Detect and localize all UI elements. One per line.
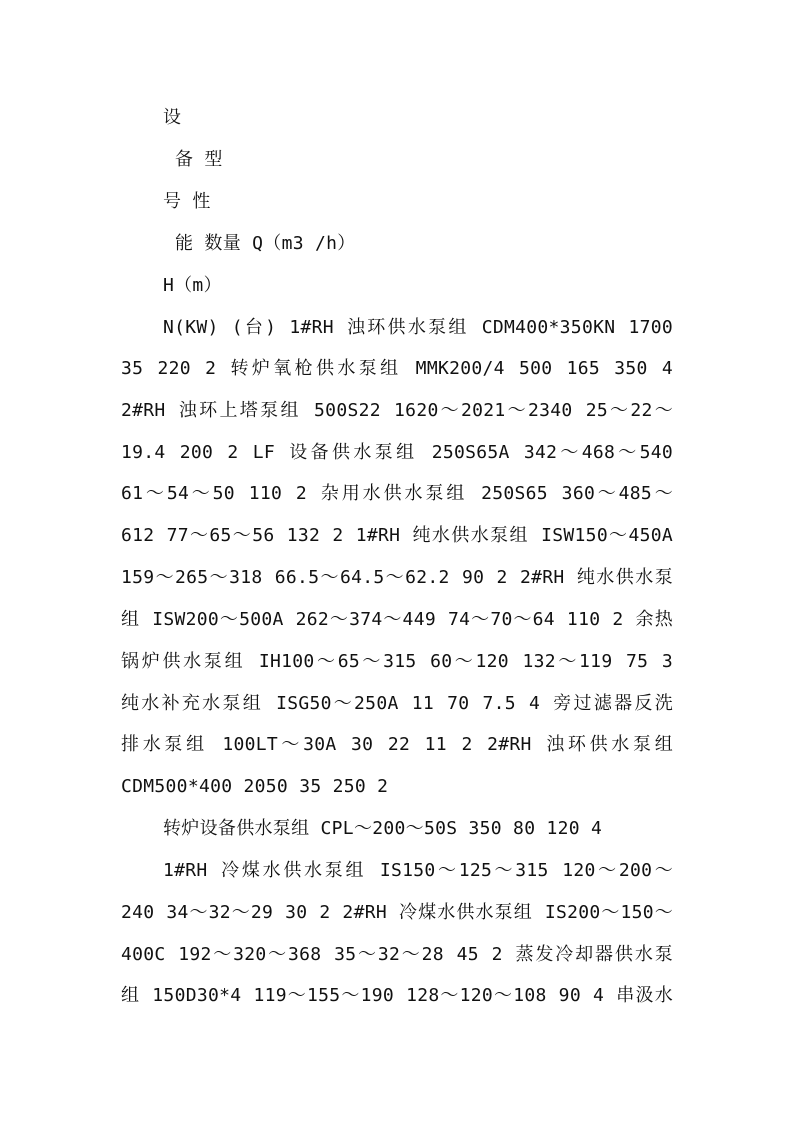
text-line-12: 159～265～318 66.5～64.5～62.2 90 2 2#RH 纯水供水泵 <box>121 567 673 588</box>
text-line-18: 转炉设备供水泵组 CPL～200～50S 350 80 120 4 <box>163 818 603 839</box>
text-line-1: 设 <box>163 107 182 128</box>
text-line-7: 35 220 2 转炉氧枪供水泵组 MMK200/4 500 165 350 4 <box>121 358 673 379</box>
text-line-3: 号 性 <box>163 191 211 212</box>
text-line-19: 1#RH 冷煤水供水泵组 IS150～125～315 120～200～ <box>163 860 673 881</box>
text-line-8: 2#RH 浊环上塔泵组 500S22 1620～2021～2340 25～22～ <box>121 400 673 421</box>
text-line-13: 组 ISW200～500A 262～374～449 74～70～64 110 2 余热 <box>121 609 673 630</box>
text-line-21: 400C 192～320～368 35～32～28 45 2 蒸发冷却器供水泵 <box>121 944 673 965</box>
text-line-17: CDM500*400 2050 35 250 2 <box>121 776 389 797</box>
text-line-15: 纯水补充水泵组 ISG50～250A 11 70 7.5 4 旁过滤器反洗 <box>121 693 673 714</box>
text-line-14: 锅炉供水泵组 IH100～65～315 60～120 132～119 75 3 <box>121 651 673 672</box>
text-line-22: 组 150D30*4 119～155～190 128～120～108 90 4 串汲水 <box>121 985 673 1006</box>
text-line-16: 排水泵组 100LT～30A 30 22 11 2 2#RH 浊环供水泵组 <box>121 734 673 755</box>
text-line-10: 61～54～50 110 2 杂用水供水泵组 250S65 360～485～ <box>121 483 673 504</box>
text-line-5: H（m） <box>163 275 222 296</box>
text-line-20: 240 34～32～29 30 2 2#RH 冷煤水供水泵组 IS200～150～ <box>121 902 673 923</box>
text-line-11: 612 77～65～56 132 2 1#RH 纯水供水泵组 ISW150～450A <box>121 525 673 546</box>
text-line-9: 19.4 200 2 LF 设备供水泵组 250S65A 342～468～540 <box>121 442 673 463</box>
text-line-2: 备 型 <box>175 149 223 170</box>
text-line-6: N(KW) (台) 1#RH 浊环供水泵组 CDM400*350KN 1700 <box>163 317 673 338</box>
text-line-4: 能 数量 Q（m3 /h） <box>175 233 356 254</box>
